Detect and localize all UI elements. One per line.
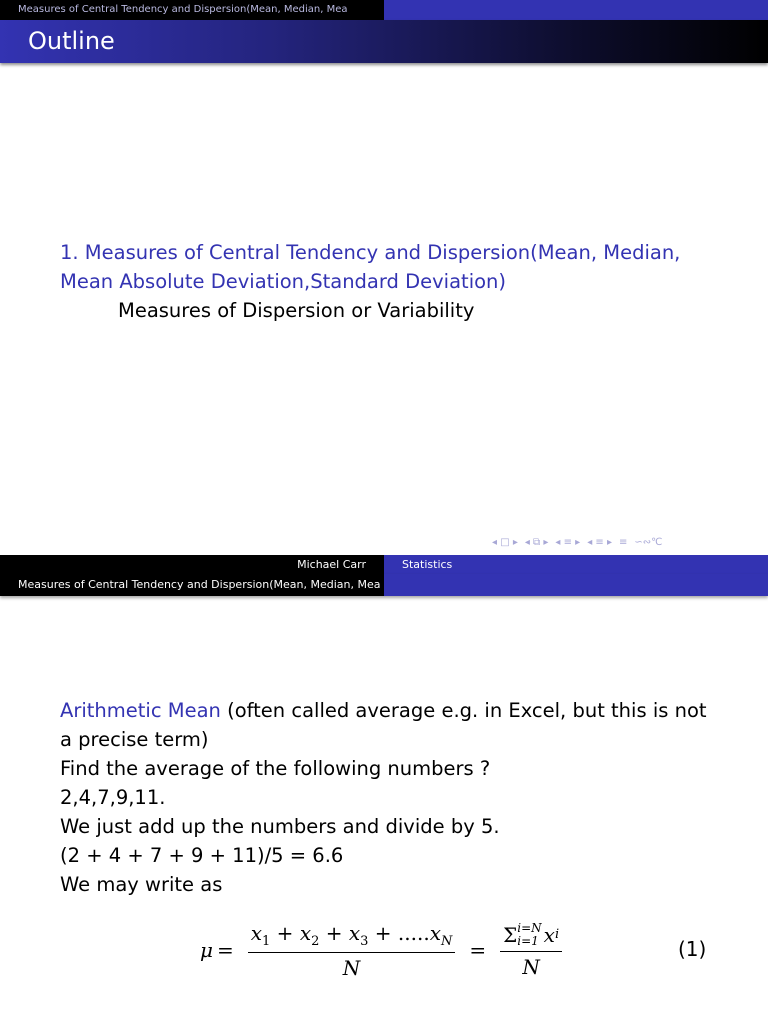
header-left-panel — [0, 0, 384, 20]
fraction-denominator: N — [248, 952, 456, 980]
equation-lhs: μ — [200, 938, 213, 962]
footline-author-panel — [0, 555, 384, 574]
term-sub: 3 — [360, 933, 369, 949]
body-line-3: Find the average of the following numbers ? — [60, 757, 491, 780]
highlighted-term: Arithmetic Mean — [60, 699, 221, 722]
term-x: x — [348, 920, 361, 945]
sigma-symbol: Σ — [503, 922, 518, 947]
footline-title-panel — [384, 555, 768, 574]
summation-denominator: N — [500, 951, 562, 979]
summation-upper-limit: i=N — [517, 920, 542, 935]
fraction-numerator — [248, 921, 456, 952]
body-line-7: We may write as — [60, 873, 223, 896]
nav-subsection-icon[interactable]: ◂ ⧉ ▸ — [524, 537, 549, 548]
equals-sign: = — [217, 938, 234, 962]
slide2-navigation-header — [0, 574, 768, 596]
footline-title: Statistics — [402, 558, 453, 571]
outline-subsection-link[interactable]: Measures of Dispersion or Variability — [118, 299, 475, 322]
mean-equation — [200, 918, 572, 982]
fraction-summation — [500, 922, 562, 979]
term-sub: N — [440, 933, 453, 949]
beamer-navigation-bar — [492, 536, 662, 550]
summation — [503, 922, 559, 948]
frame-title-bar — [0, 20, 768, 63]
nav-frame-icon[interactable]: ◂ □ ▸ — [492, 537, 518, 548]
plus: + — [270, 920, 300, 945]
term-x: x — [429, 920, 441, 945]
frame-title: Outline — [28, 27, 115, 55]
body-line-1 — [60, 696, 740, 725]
plus: + — [319, 920, 349, 945]
body-line-1-rest: (often called average e.g. in Excel, but this is not — [220, 699, 707, 722]
header-section-link[interactable]: Measures of Central Tendency and Dispersion(Mean, Median, Mea — [18, 4, 348, 15]
term-sub: 1 — [262, 933, 271, 949]
header-section-link[interactable]: Measures of Central Tendency and Dispersion(Mean, Median, Mea — [18, 578, 381, 591]
ellipsis-plus: + ..... — [368, 920, 430, 945]
nav-search-icon[interactable]: ∽∾℃ — [634, 537, 663, 548]
summation-body: x — [543, 922, 555, 947]
fraction-sum-terms — [248, 921, 456, 980]
outline-section-line1[interactable]: 1. Measures of Central Tendency and Dispersion(Mean, Median, — [60, 241, 681, 264]
nav-section-icon[interactable]: ◂ ≡ ▸ — [555, 537, 581, 548]
body-line-4: 2,4,7,9,11. — [60, 786, 166, 809]
outline-list — [60, 238, 740, 325]
slide2-body — [60, 696, 740, 899]
equation-number: (1) — [678, 937, 707, 961]
term-x: x — [299, 920, 312, 945]
term-sub: 2 — [311, 933, 320, 949]
summation-body-sub: i — [554, 927, 560, 942]
footline-author: Michael Carr — [297, 558, 366, 571]
outline-section-line2[interactable]: Mean Absolute Deviation,Standard Deviation) — [60, 270, 507, 293]
nav-document-icon[interactable]: ◂ ≡ ▸ — [587, 537, 612, 548]
term-x: x — [250, 920, 263, 945]
summation-lower-limit: i=1 — [517, 933, 539, 948]
body-line-6: (2 + 4 + 7 + 9 + 11)/5 = 6.6 — [60, 844, 344, 867]
header-right-panel — [384, 0, 768, 20]
equals-sign: = — [469, 938, 487, 962]
body-line-5: We just add up the numbers and divide by 5. — [60, 815, 500, 838]
summation-limits — [517, 922, 541, 948]
outline-section-link[interactable] — [60, 238, 740, 296]
header-left-panel — [0, 574, 384, 596]
footline-bar — [0, 555, 768, 574]
nav-align-icon[interactable]: ≡ — [618, 537, 628, 548]
header-right-panel — [384, 574, 768, 596]
slide1-navigation-header — [0, 0, 768, 20]
body-line-2: a precise term) — [60, 728, 209, 751]
summation-numerator — [500, 922, 562, 951]
